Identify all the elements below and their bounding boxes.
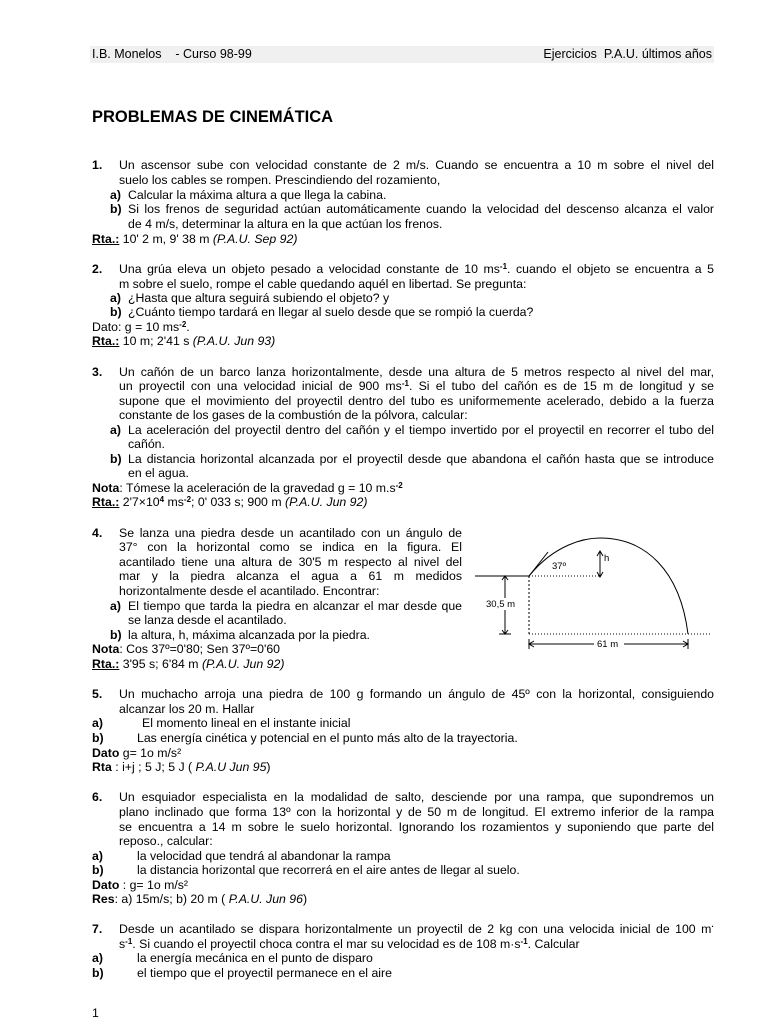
problem-text: Desde un acantilado se dispara horizontalmente un proyectil de 2 kg con una velocida inicial de 100 m· bbox=[119, 922, 714, 936]
item-label: a) bbox=[110, 188, 121, 202]
item-label: a) bbox=[110, 291, 121, 305]
page-title: PROBLEMAS DE CINEMÁTICA bbox=[92, 108, 334, 126]
item-label: a) bbox=[92, 951, 103, 965]
item-text: se lanza desde el acantilado. bbox=[128, 613, 287, 627]
note: Nota: Cos 37º=0'80; Sen 37º=0'60 bbox=[92, 642, 281, 656]
problem-text: Un muchacho arroja una piedra de 100 g formando un ángulo de 45º con la horizontal, consiguiendo bbox=[119, 687, 714, 701]
given-data: Dato : g= 1o m/s² bbox=[92, 878, 189, 892]
answer: Rta.: $2'7\times 10^4$ $ms^{-2}$; 0' 033 s; 900 m (P.A.U. Jun 92) bbox=[92, 495, 368, 509]
item-text: La aceleración del proyectil dentro del cañón y el tiempo invertido por el proyectil en recorrer el tubo del bbox=[128, 423, 714, 437]
launch-direction-line bbox=[529, 552, 548, 576]
problem-number: 1. bbox=[92, 158, 103, 172]
item-text: Si los frenos de seguridad actúan automáticamente cuando la velocidad del descenso alcanza el valor bbox=[128, 202, 714, 216]
problem-text: m sobre el suelo, rompe el cable quedando aquél en libertad. Se pregunta: bbox=[119, 277, 527, 291]
item-text: Las energía cinética y potencial en el punto más alto de la trayectoria. bbox=[137, 731, 518, 745]
item-label: a) bbox=[110, 599, 121, 613]
item-label: a) bbox=[92, 716, 103, 730]
item-label: b) bbox=[110, 628, 122, 642]
item-text: cañón. bbox=[128, 437, 165, 451]
item-label: b) bbox=[92, 966, 104, 980]
item-text: el tiempo que el proyectil permanece en el aire bbox=[137, 966, 392, 980]
problem-number: 6. bbox=[92, 790, 103, 804]
figure-label-cliff-height: 30,5 m bbox=[486, 599, 516, 610]
item-text: ¿Hasta que altura seguirá subiendo el objeto? y bbox=[128, 291, 390, 305]
answer: Rta.: 10 m; 2'41 s (P.A.U. Jun 93) bbox=[92, 334, 276, 348]
page-number: 1 bbox=[92, 1006, 99, 1020]
item-text: la energía mecánica en el punto de disparo bbox=[137, 951, 373, 965]
item-label: b) bbox=[110, 202, 122, 216]
answer: Rta.: 3'95 s; 6'84 m (P.A.U. Jun 92) bbox=[92, 657, 285, 671]
item-text: la velocidad que tendrá al abandonar la rampa bbox=[137, 849, 391, 863]
problem-text: supone que el movimiento del proyectil dentro del tubo es uniformemente acelerado, debido a la fuerza bbox=[119, 394, 714, 408]
item-label: a) bbox=[110, 423, 121, 437]
header-left: I.B. Monelos - Curso 98-99 bbox=[92, 47, 252, 61]
problem-text: constante de los gases de la combustión de la pólvora, calcular: bbox=[119, 408, 468, 422]
problem-text: suelo los cables se rompen. Prescindiendo del rozamiento, bbox=[119, 173, 441, 187]
item-text: en el agua. bbox=[128, 466, 189, 480]
problem-text: Un ascensor sube con velocidad constante de 2 m/s. Cuando se encuentra a 10 m sobre el nivel del bbox=[119, 158, 714, 172]
problem-number: 2. bbox=[92, 262, 103, 276]
figure-label-angle: 37º bbox=[552, 561, 567, 572]
item-label: b) bbox=[110, 305, 122, 319]
problem-number: 7. bbox=[92, 922, 103, 936]
given-data: Dato g= 1o m/s² bbox=[92, 746, 182, 760]
item-text: de 4 m/s, determinar la altura en la que actúan los frenos. bbox=[128, 217, 443, 231]
problem-text: acantilado tiene una altura de 30'5 m respecto al nivel del bbox=[119, 555, 462, 569]
item-label: b) bbox=[92, 863, 104, 877]
figure-label-h: h bbox=[604, 553, 610, 564]
item-label: b) bbox=[92, 731, 104, 745]
item-text: La distancia horizontal alcanzada por el proyectil desde que abandona el cañón hasta que se introduce bbox=[128, 452, 714, 466]
problem-number: 3. bbox=[92, 365, 103, 379]
item-text: la distancia horizontal que recorrerá en el aire antes de llegar al suelo. bbox=[137, 863, 520, 877]
item-text: El momento lineal en el instante inicial bbox=[142, 716, 351, 730]
problem-text: Un esquiador especialista en la modalidad de salto, desciende por una rampa, que supondremos un bbox=[119, 790, 714, 804]
problem-text: reposo., calcular: bbox=[119, 834, 213, 848]
item-text: Calcular la máxima altura a que llega la cabina. bbox=[128, 188, 387, 202]
problem-text: Un cañón de un barco lanza horizontalmente, desde una altura de 5 metros respecto al nivel del mar, bbox=[119, 365, 714, 379]
problem-text: Se lanza una piedra desde un acantilado con un ángulo de bbox=[119, 526, 462, 540]
note: Nota: Tómese la aceleración de la gravedad g = 10 $m.s^{-2}$ bbox=[92, 481, 403, 495]
problem-number: 5. bbox=[92, 687, 103, 701]
item-text: El tiempo que tarda la piedra en alcanzar el mar desde que bbox=[128, 599, 462, 613]
problem-text: $s^{-1}$. Si cuando el proyectil choca contra el mar su velocidad es de 108 $m\cdot s^{-1}$. Calcular bbox=[119, 937, 580, 951]
answer: Rta.: 10' 2 m, 9' 38 m (P.A.U. Sep 92) bbox=[92, 232, 298, 246]
given-data: Dato: g = 10 $ms^{-2}$. bbox=[92, 320, 190, 334]
item-label: b) bbox=[110, 452, 122, 466]
problem-text: se encuentra a 14 m sobre le suelo horizontal. Ignorando los rozamientos y suponiendo que parte del bbox=[119, 820, 714, 834]
item-text: la altura, h, máxima alcanzada por la piedra. bbox=[128, 628, 370, 642]
problem-text: mar y la piedra alcanza el agua a 61 m medidos bbox=[119, 569, 462, 583]
header-right: Ejercicios P.A.U. últimos años bbox=[543, 47, 712, 61]
cliff-trajectory-figure bbox=[470, 530, 720, 660]
problem-text: plano inclinado que forma 13º con la horizontal y de 50 m de longitud. El extremo inferior de la rampa bbox=[119, 805, 714, 819]
figure-label-distance: 61 m bbox=[597, 639, 619, 650]
problem-text: 37° con la horizontal como se indica en la figura. El bbox=[119, 540, 462, 554]
item-text: ¿Cuánto tiempo tardará en llegar al suelo desde que se rompió la cuerda? bbox=[128, 305, 534, 319]
problem-number: 4. bbox=[92, 526, 103, 540]
problem-text: Una grúa eleva un objeto pesado a velocidad constante de 10 $ms^{-1}$. cuando el objeto se encuentra a 5 bbox=[119, 262, 715, 276]
problem-text: un proyectil con una velocidad inicial de 900 $ms^{-1}$. Si el tubo del cañón es de 15 m de longitud y se bbox=[119, 379, 714, 393]
answer: Rta : i+j ; 5 J; 5 J ( P.A.U Jun 95) bbox=[92, 760, 271, 774]
item-label: a) bbox=[92, 849, 103, 863]
page-header bbox=[90, 46, 714, 63]
problem-text: alcanzar los 20 m. Hallar bbox=[119, 702, 255, 716]
problem-text: horizontalmente desde el acantilado. Encontrar: bbox=[119, 584, 380, 598]
answer: Res: a) 15m/s; b) 20 m ( P.A.U. Jun 96) bbox=[92, 892, 308, 906]
